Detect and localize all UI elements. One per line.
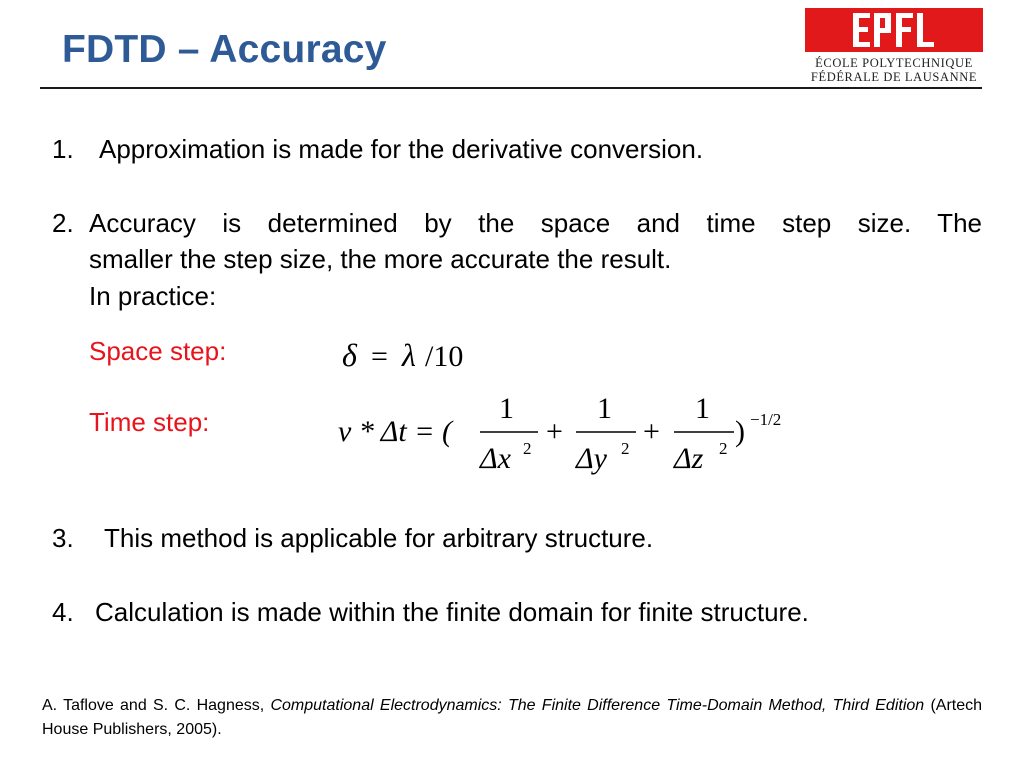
item-number: 4.: [52, 597, 74, 627]
logo-banner: [805, 8, 983, 52]
eq-divisor: /10: [425, 340, 464, 373]
item-number: 3.: [52, 523, 74, 553]
eq-equals: =: [371, 340, 388, 373]
space-step-equation: [338, 333, 498, 377]
item-text-line2: smaller the step size, the more accurate the result.: [89, 244, 672, 274]
time-step-label: Time step:: [89, 407, 210, 437]
eq-delta: δ: [342, 337, 357, 373]
item-text-line1: Accuracy is determined by the space and time step size. The: [89, 208, 982, 238]
eq-close-paren: ): [735, 415, 745, 448]
page-title: FDTD – Accuracy: [62, 28, 387, 71]
eq-denominator-2: Δy: [576, 442, 607, 475]
eq-numerator-2: 1: [597, 392, 612, 425]
eq-exponent: −1/2: [750, 410, 782, 429]
eq-plus-2: +: [643, 415, 660, 448]
title-divider: [40, 87, 982, 89]
epfl-logo-mark: [851, 11, 939, 49]
space-step-label: Space step:: [89, 336, 227, 366]
eq-denominator-3: Δz: [674, 442, 704, 475]
in-practice-label: In practice:: [89, 281, 217, 311]
time-step-equation: [330, 388, 810, 478]
eq-square-1: 2: [523, 439, 532, 458]
logo-text-line1: ÉCOLE POLYTECHNIQUE: [815, 56, 973, 70]
eq-square-2: 2: [621, 439, 630, 458]
item-text: Approximation is made for the derivative conversion.: [99, 134, 704, 164]
eq-numerator-1: 1: [499, 392, 514, 425]
reference-publisher: (Artech House Publishers, 2005).: [42, 697, 983, 738]
logo-text-line2: FÉDÉRALE DE LAUSANNE: [810, 70, 978, 84]
reference-book-title: Computational Electrodynamics: The Finite Difference Time-Domain Method, Third Edition: [270, 697, 925, 714]
item-number: 2.: [52, 208, 74, 238]
epfl-logo: [805, 8, 983, 84]
eq-square-3: 2: [719, 439, 728, 458]
reference-authors: A. Taflove and S. C. Hagness,: [42, 697, 265, 714]
eq-denominator-1: Δx: [480, 442, 511, 475]
eq-plus-1: +: [546, 415, 563, 448]
reference-citation: [42, 694, 982, 742]
eq-lhs: ν * Δt = (: [338, 415, 452, 448]
eq-lambda: λ: [402, 337, 416, 373]
item-text: This method is applicable for arbitrary structure.: [104, 523, 654, 553]
eq-numerator-3: 1: [695, 392, 710, 425]
item-text: [89, 205, 982, 277]
item-text: Calculation is made within the finite domain for finite structure.: [95, 597, 809, 627]
item-number: 1.: [52, 134, 74, 164]
